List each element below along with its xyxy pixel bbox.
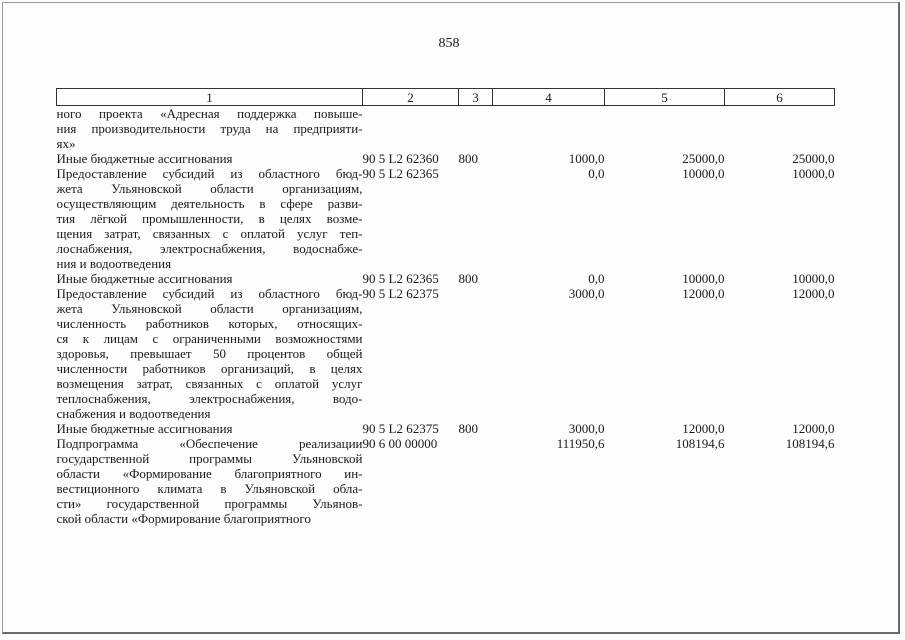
row-description [57,421,363,436]
table-row [57,436,835,526]
description-line: вестиционного климата в Ульяновской обла- [56,481,363,496]
amount-col4: 0,0 [588,166,605,181]
description-line: жета Ульяновской области организациям, [56,301,363,316]
amount-col6: 12000,0 [792,421,835,436]
amount-col5: 12000,0 [682,421,725,436]
row-description [57,286,363,421]
expense-type-code [459,166,493,271]
description-line: Иные бюджетные ассигнования [56,151,233,166]
classification-code: 90 5 L2 62375 [362,286,439,301]
amount-col6: 10000,0 [792,271,835,286]
amount-col4: 0,0 [588,271,605,286]
expense-type-code: 800 [458,151,478,166]
row-description [57,436,363,526]
column-header-5: 5 [605,89,725,106]
description-line: области «Формирование благоприятного ин- [56,466,363,481]
row-description [57,106,363,152]
description-line: теплоснабжения, электроснабжения, водо- [56,391,363,406]
amount-col6: 10000,0 [792,166,835,181]
description-line: осуществляющим деятельность в сфере разви- [56,196,363,211]
description-line: Предоставление субсидий из областного бюд- [56,286,363,301]
amount-col5 [605,106,725,152]
description-line: тия лёгкой промышленности, в целях возме- [56,211,363,226]
row-description [57,166,363,271]
table-body [57,106,835,527]
table-row [57,106,835,152]
budget-table [56,88,835,526]
amount-col5: 108194,6 [675,436,725,451]
description-line: лоснабжения, электроснабжения, водоснабже- [56,241,363,256]
amount-col5: 10000,0 [682,166,725,181]
table-row [57,271,835,286]
description-line: государственной программы Ульяновской [56,451,363,466]
description-line: жета Ульяновской области организациям, [56,181,363,196]
header-row [57,89,835,106]
amount-col4 [493,106,605,152]
description-line: Подпрограмма «Обеспечение реализации [56,436,363,451]
page-number: 858 [438,36,460,51]
description-line: ного проекта «Адресная поддержка повыше- [56,106,363,121]
expense-type-code: 800 [458,271,478,286]
amount-col4: 111950,6 [556,436,605,451]
classification-code [363,106,459,152]
row-description [57,151,363,166]
classification-code: 90 5 L2 62365 [362,271,439,286]
column-header-2: 2 [363,89,459,106]
description-line: численность работников которых, относящих- [56,316,363,331]
description-line: Иные бюджетные ассигнования [56,421,233,436]
description-line: ях» [56,136,76,151]
expense-type-code [459,106,493,152]
amount-col5: 12000,0 [682,286,725,301]
amount-col6 [725,106,835,152]
classification-code: 90 6 00 00000 [362,436,438,451]
amount-col5: 25000,0 [682,151,725,166]
description-line: ния производительности труда на предприяти- [56,121,363,136]
description-line: численности работников организаций, в целях [56,361,363,376]
description-line: Предоставление субсидий из областного бюд- [56,166,363,181]
description-line: здоровья, превышает 50 процентов общей [56,346,363,361]
amount-col5: 10000,0 [682,271,725,286]
description-line: ся к лицам с ограниченными возможностями [56,331,363,346]
amount-col4: 3000,0 [568,421,605,436]
classification-code: 90 5 L2 62365 [362,166,439,181]
table-row [57,151,835,166]
classification-code: 90 5 L2 62360 [362,151,439,166]
amount-col6: 25000,0 [792,151,835,166]
column-header-6: 6 [725,89,835,106]
description-line: сти» государственной программы Ульянов- [56,496,363,511]
table-row [57,421,835,436]
description-line: возмещения затрат, связанных с оплатой услуг [56,376,363,391]
expense-type-code [459,436,493,526]
amount-col4: 3000,0 [568,286,605,301]
description-line: снабжения и водоотведения [56,406,211,421]
column-header-3: 3 [459,89,493,106]
column-header-4: 4 [493,89,605,106]
row-description [57,271,363,286]
description-line: Иные бюджетные ассигнования [56,271,233,286]
expense-type-code [459,286,493,421]
description-line: щения затрат, связанных с оплатой услуг теп- [56,226,363,241]
description-line: ния и водоотведения [56,256,172,271]
amount-col4: 1000,0 [568,151,605,166]
amount-col6: 108194,6 [785,436,835,451]
column-header-1: 1 [57,89,363,106]
table-row [57,286,835,421]
expense-type-code: 800 [458,421,478,436]
amount-col6: 12000,0 [792,286,835,301]
classification-code: 90 5 L2 62375 [362,421,439,436]
description-line: ской области «Формирование благоприятного [56,511,311,526]
table-row [57,166,835,271]
